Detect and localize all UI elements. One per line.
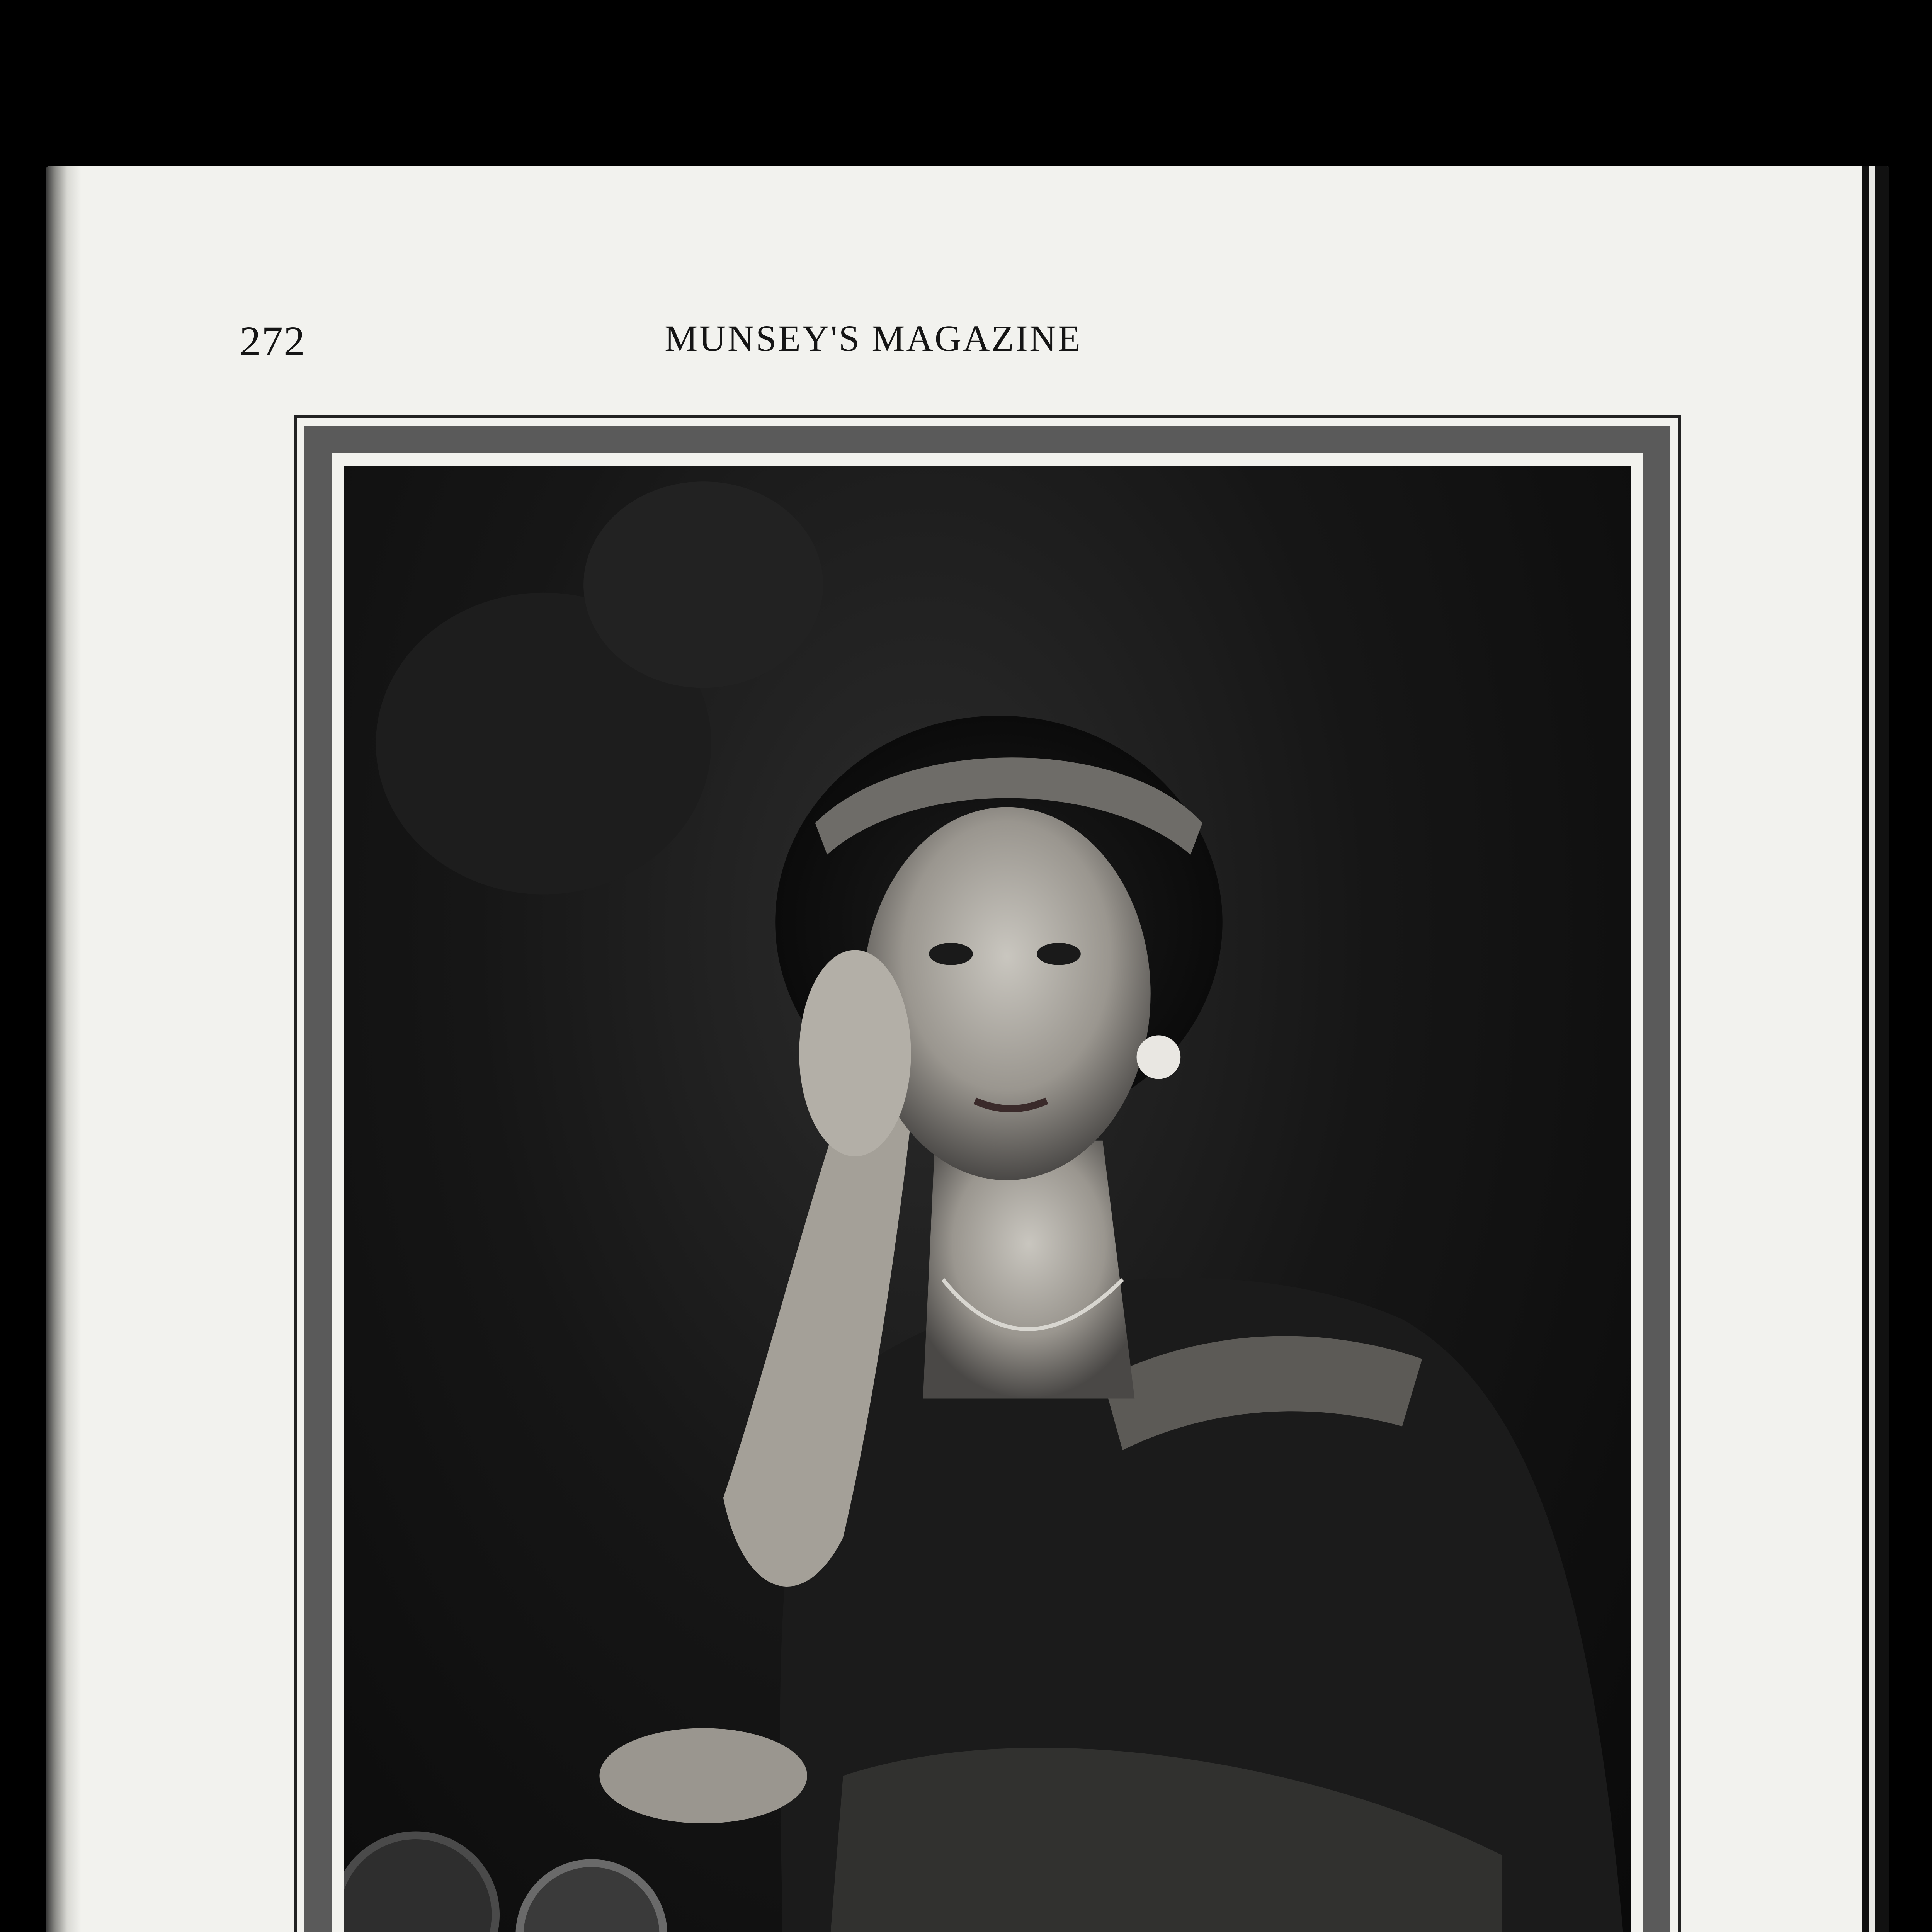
eye xyxy=(1037,943,1081,965)
rose xyxy=(344,1835,496,1932)
backdrop-swirl xyxy=(583,481,823,688)
photo-frame-band xyxy=(304,426,1670,1932)
earring xyxy=(1137,1035,1181,1079)
rose xyxy=(520,1863,663,1932)
resting-hand xyxy=(599,1728,807,1823)
photo-frame xyxy=(294,415,1681,1932)
running-head: MUNSEY'S MAGAZINE xyxy=(665,318,1082,359)
neck xyxy=(923,1141,1135,1399)
face xyxy=(863,807,1151,1180)
hand xyxy=(799,950,911,1156)
page-right-edge xyxy=(1862,166,1889,1932)
portrait-photograph xyxy=(344,466,1631,1932)
eye xyxy=(929,943,973,965)
magazine-page xyxy=(46,166,1889,1932)
portrait-illustration xyxy=(344,466,1631,1932)
page-number: 272 xyxy=(240,318,306,365)
page-left-edge xyxy=(46,166,81,1932)
